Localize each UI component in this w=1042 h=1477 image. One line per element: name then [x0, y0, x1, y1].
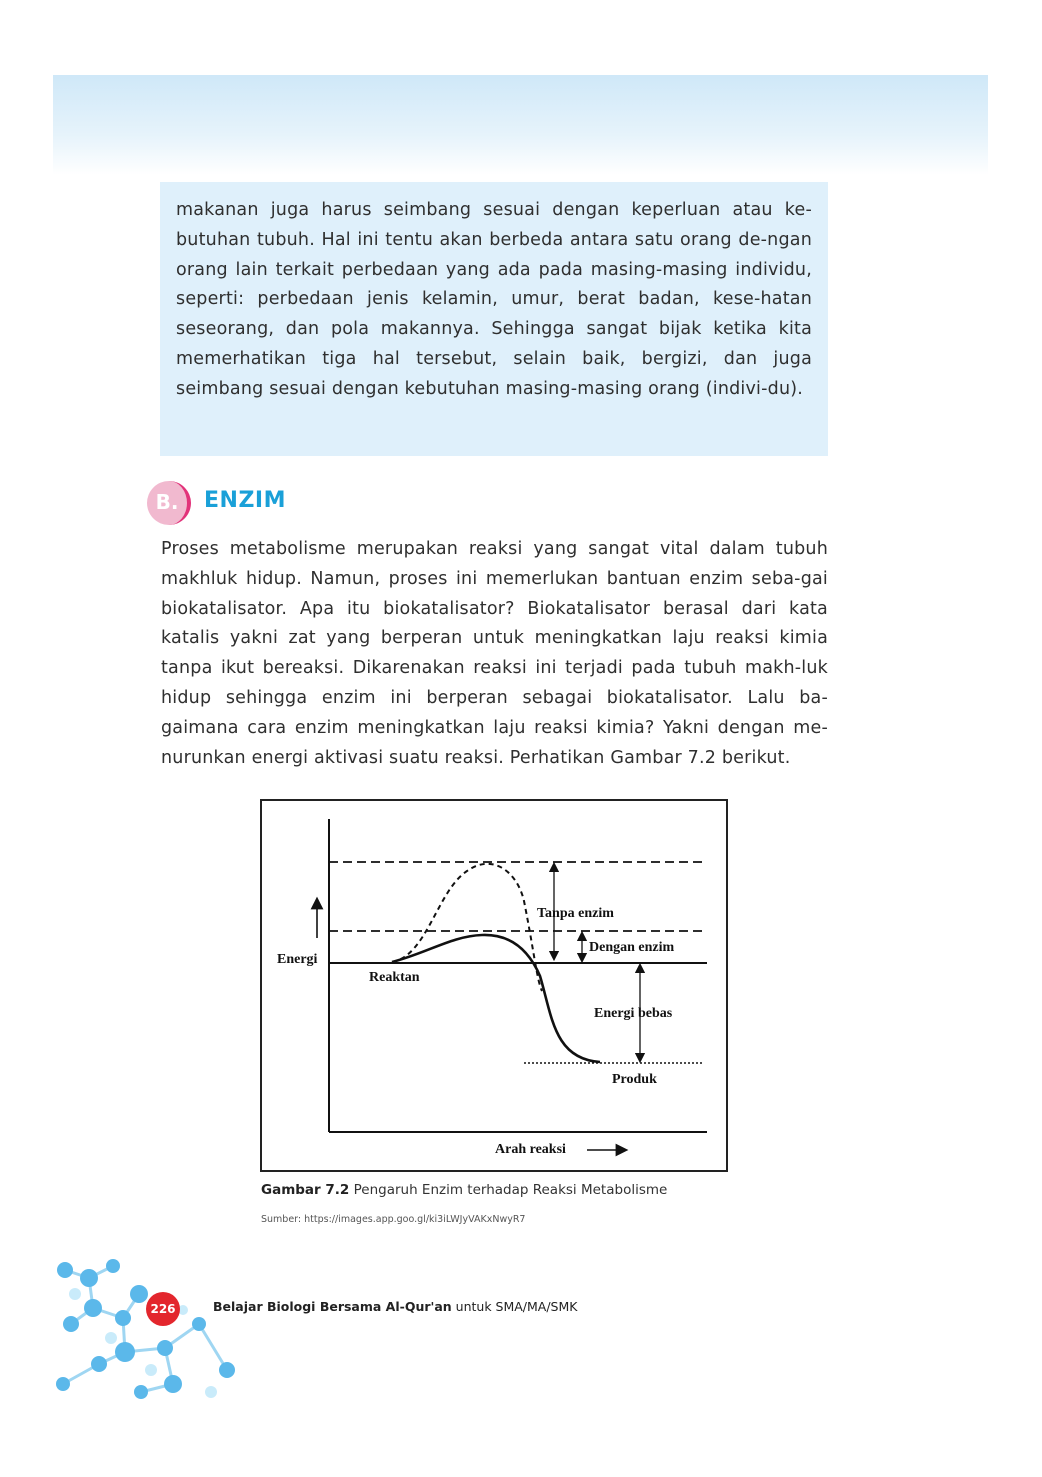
section-letter-badge: B. — [147, 481, 191, 525]
section-heading — [147, 480, 547, 526]
label-reactant: Reaktan — [369, 970, 420, 985]
footer-title-suffix: untuk SMA/MA/SMK — [451, 1299, 578, 1314]
label-with-enzyme: Dengan enzim — [589, 940, 675, 955]
caption-label: Gambar 7.2 — [261, 1182, 350, 1198]
page-number-badge: 226 — [146, 1292, 180, 1326]
label-x-axis: Arah reaksi — [495, 1142, 566, 1157]
footer-book-title — [213, 1299, 577, 1314]
label-product: Produk — [612, 1072, 657, 1087]
header-band — [53, 75, 988, 175]
label-y-axis: Energi — [277, 952, 318, 967]
label-free-energy: Energi bebas — [594, 1006, 673, 1021]
energy-diagram-figure — [260, 799, 728, 1172]
section-title: ENZIM — [204, 488, 286, 513]
note-text: makanan juga harus seimbang sesuai dengan keperluan atau ke-butuhan tubuh. Hal ini tentu akan berbeda antara satu orang de-ngan orang lain terkait perbedaan yang ada pada masing-masing individu, seperti: perbedaan jenis kelamin, umur, berat badan, kese-hatan seseorang, dan pola makannya. Sehingga sangat bijak ketika kita memerhatikan tiga hal tersebut, selain baik, bergizi, dan juga seimbang sesuai dengan kebutuhan masing-masing orang (indivi-du). — [176, 200, 812, 399]
curve-with-enzyme — [392, 935, 600, 1062]
figure-caption — [261, 1182, 667, 1198]
note-box — [160, 182, 828, 456]
caption-text: Pengaruh Enzim terhadap Reaksi Metabolisme — [349, 1182, 668, 1198]
energy-diagram — [262, 801, 726, 1170]
body-paragraph: Proses metabolisme merupakan reaksi yang sangat vital dalam tubuh makhluk hidup. Namun, proses ini memerlukan bantuan enzim seba-gai biokatalisator. Apa itu biokatalisator? Biokatalisator berasal dari kata katalis yakni zat yang berperan untuk meningkatkan laju reaksi kimia tanpa ikut bereaksi. Dikarenakan reaksi ini terjadi pada tubuh makh-luk hidup sehingga enzim ini berperan sebagai biokatalisator. Lalu ba-gaimana cara enzim meningkatkan laju reaksi kimia? Yakni dengan me-nurunkan energi aktivasi suatu reaksi. Perhatikan Gambar 7.2 berikut. — [161, 539, 828, 768]
molecule-decoration-icon — [53, 1252, 243, 1404]
figure-source: Sumber: https://images.app.goo.gl/ki3iLWJyVAKxNwyR7 — [261, 1214, 526, 1225]
footer-title-bold: Belajar Biologi Bersama Al-Qur'an — [213, 1299, 452, 1314]
label-without-enzyme: Tanpa enzim — [537, 906, 614, 921]
